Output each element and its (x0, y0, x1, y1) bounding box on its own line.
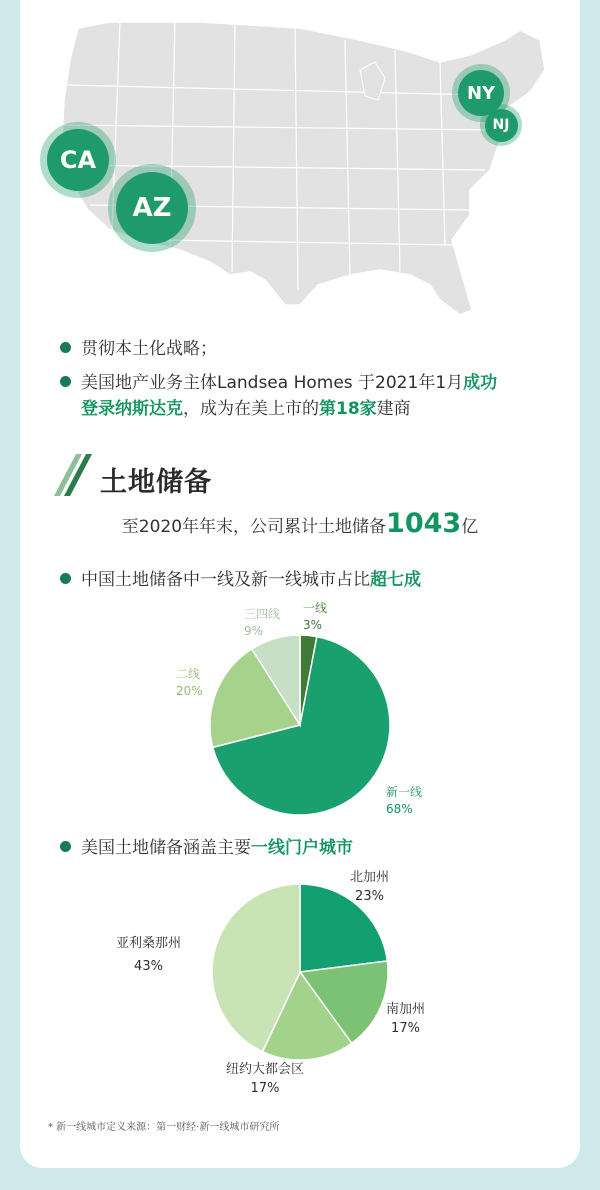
bullet-dot (60, 573, 71, 584)
pie1-label-tier34 (244, 606, 280, 640)
pie2-label-norcal (350, 868, 389, 906)
pie1-label-tier34-name: 三四线 (244, 607, 281, 621)
bullet-nasdaq (60, 370, 497, 396)
us-heading-text: 美国土地储备涵盖主要 (81, 838, 251, 858)
state-az-label: AZ (132, 193, 172, 223)
china-pie-chart (200, 625, 400, 825)
bullet-nasdaq-text-1: 美国地产业务主体Landsea Homes 于2021年1月 (81, 373, 464, 393)
pie2-label-arizona-value: 43% (134, 959, 163, 974)
pie2-label-socal (386, 1000, 425, 1038)
pie2-label-arizona-name: 亚利桑那州 (116, 936, 182, 951)
pie1-label-tier2-name: 二线 (176, 667, 201, 681)
pie2-label-nyc-value: 17% (250, 1081, 280, 1096)
land-reserve-text: 至2020年年末，公司累计土地储备 (121, 517, 387, 537)
pie1-label-tier34-value: 9% (244, 624, 264, 638)
china-heading-highlight: 超七成 (370, 570, 421, 590)
bullet-dot (60, 376, 71, 387)
land-reserve-number: 1043 (386, 508, 462, 539)
pie1-label-tier1-value: 3% (303, 618, 323, 632)
pie2-label-nyc-name: 纽约大都会区 (226, 1062, 305, 1077)
bullet-nasdaq-highlight-3: 第18家 (319, 399, 377, 419)
us-heading-highlight: 一线门户城市 (251, 838, 353, 858)
pie1-label-newtier1-value: 68% (386, 802, 413, 816)
bullet-localization-text: 贯彻本土化战略； (81, 339, 217, 359)
section-title-land-reserve: 土地储备 (100, 467, 212, 498)
pie2-label-norcal-value: 23% (355, 889, 384, 904)
land-reserve-unit: 亿 (461, 517, 479, 537)
pie2-label-arizona (116, 934, 181, 976)
state-nj-label: NJ (492, 117, 510, 133)
pie1-label-newtier1 (386, 784, 422, 818)
pie1-label-tier2-value: 20% (176, 684, 203, 698)
state-ny-label: NY (466, 82, 496, 104)
bullet-nasdaq-text-2: ，成为在美上市的 (183, 399, 319, 419)
pie2-label-norcal-name: 北加州 (350, 870, 390, 885)
state-ca-circle (47, 129, 109, 191)
china-reserve-heading (60, 567, 421, 593)
state-az-circle (116, 172, 188, 244)
pie1-label-tier1 (303, 600, 327, 634)
pie1-label-newtier1-name: 新一线 (386, 785, 423, 799)
pie1-label-tier1-name: 一线 (303, 601, 328, 615)
us-pie-chart (208, 880, 392, 1064)
bullet-nasdaq-highlight-1: 成功 (463, 373, 498, 393)
bullet-nasdaq-text-3: 建商 (376, 399, 411, 419)
bullet-localization (60, 336, 217, 362)
bullet-nasdaq-highlight-2: 登录纳斯达克 (81, 399, 183, 419)
bullet-dot (60, 342, 71, 353)
pie2-label-socal-value: 17% (391, 1021, 420, 1036)
state-bubble-ca (40, 122, 116, 198)
bullet-dot (60, 841, 71, 852)
state-ca-label: CA (59, 146, 97, 174)
state-bubble-az (108, 164, 196, 252)
bullet-nasdaq-line2 (81, 396, 411, 422)
state-bubble-nj (480, 104, 522, 146)
pie1-label-tier2 (176, 666, 203, 700)
us-reserve-heading (60, 835, 353, 861)
pie2-label-nyc (226, 1060, 304, 1098)
land-reserve-summary (0, 508, 600, 539)
footnote: * 新一线城市定义来源：第一财经·新一线城市研究所 (48, 1122, 280, 1133)
pie2-label-socal-name: 南加州 (386, 1002, 426, 1017)
china-heading-text: 中国土地储备中一线及新一线城市占比 (81, 570, 370, 590)
state-nj-circle (485, 109, 518, 142)
section-title-icon (52, 450, 92, 500)
